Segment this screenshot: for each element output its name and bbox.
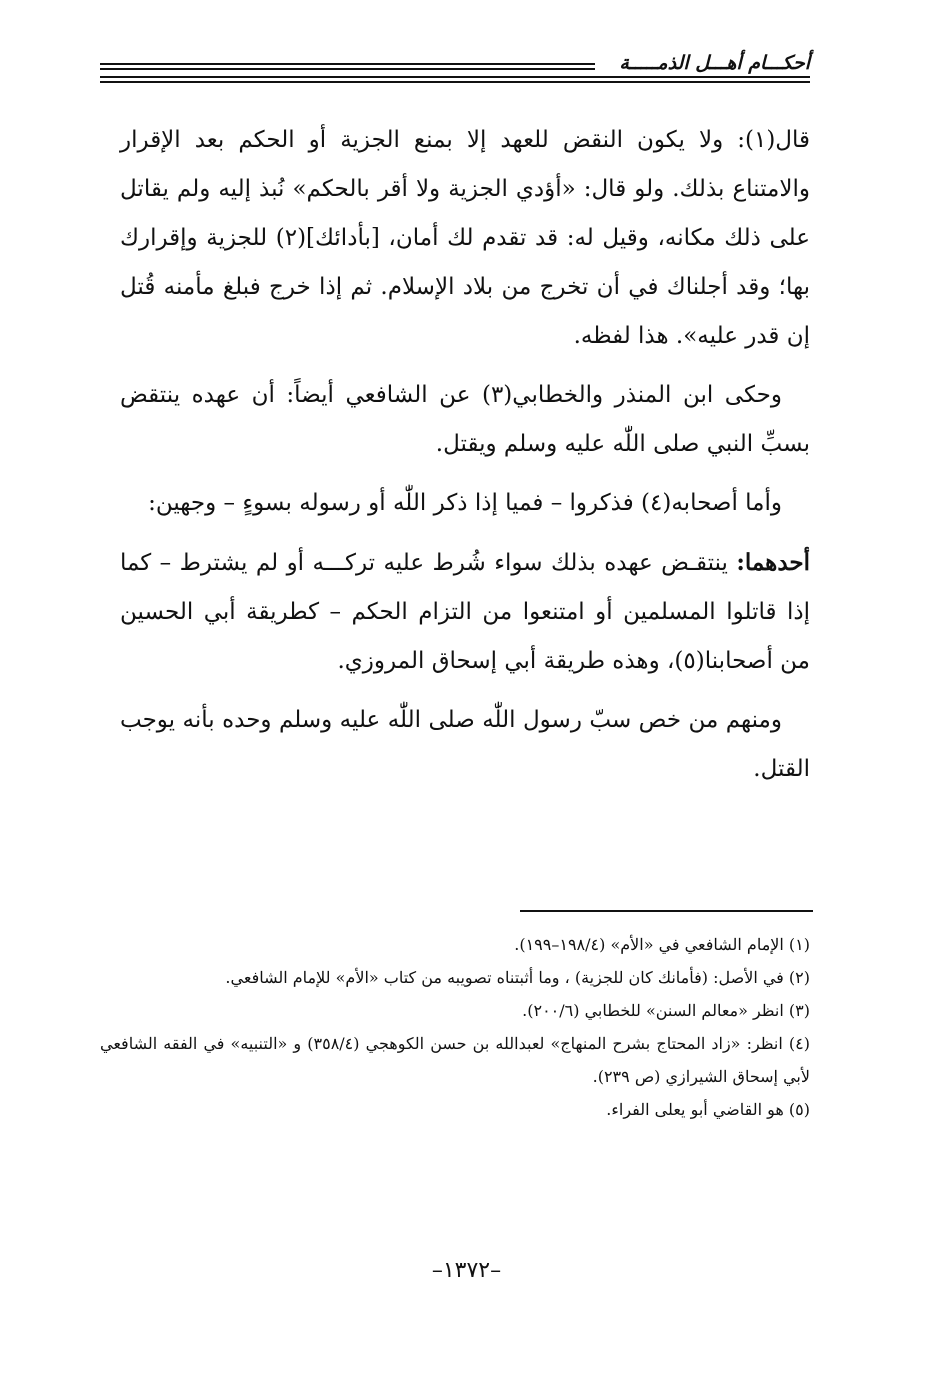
footnote: (٥) هو القاضي أبو يعلى الفراء. <box>606 1100 810 1119</box>
point-text: ينتقـض عهده بذلك سواء شُرط عليه تركـــه أو لم يشترط – كما إذا قاتلوا المسلمين أو امتنعوا من التزام الحكم – كطريقة أبي الحسين من أصحابنا(٥)، وهذه طريقة أبي إسحاق المروزي. <box>120 550 810 674</box>
footnote: (٢) في الأصل: (فأمانك كان للجزية) ، وما أثبتناه تصويبه من كتاب «الأم» للإمام الشافعي. <box>225 968 810 987</box>
header-rule-top <box>100 63 595 70</box>
paragraph: قال(١): ولا يكون النقض للعهد إلا بمنع الجزية أو الحكم بعد الإقرار والامتناع بذلك. ولو قال: «أؤدي الجزية ولا أقر بالحكم» نُبذ إليه ولم يقاتل على ذلك مكانه، وقيل له: قد تقدم لك أمان، [بأدائك](٢) للجزية وإقرارك بها؛ وقد أجلناك في أن تخرج من بلاد الإسلام. ثم إذا خرج فبلغ مأمنه قُتل إن قدر عليه». هذا لفظه. <box>120 127 810 349</box>
paragraph: ومنهم من خص سبّ رسول اللّٰه صلى اللّٰه عليه وسلم وحده بأنه يوجب القتل. <box>120 707 810 782</box>
point-paragraph <box>120 538 810 686</box>
running-title: أحكـــام أهـــل الذمـــــة <box>619 52 810 74</box>
page-header <box>100 52 810 82</box>
footnote-separator <box>520 910 813 912</box>
point-lead: أحدهما: <box>736 549 810 576</box>
main-text <box>120 116 810 804</box>
header-rule-bottom <box>100 76 810 83</box>
page-number: –١٣٧٢– <box>431 1258 502 1283</box>
footnotes <box>100 928 810 1126</box>
paragraph: وحكى ابن المنذر والخطابي(٣) عن الشافعي أيضاً: أن عهده ينتقض بسبِّ النبي صلى اللّٰه عليه وسلم ويقتل. <box>120 382 810 457</box>
footnote: (١) الإمام الشافعي في «الأم» (١٩٨/٤–١٩٩). <box>514 935 810 954</box>
footnote: (٤) انظر: «زاد المحتاج بشرح المنهاج» لعبدالله بن حسن الكوهجي (٣٥٨/٤) و «التنبيه» في الفقه الشافعي لأبي إسحاق الشيرازي (ص ٢٣٩). <box>100 1034 810 1086</box>
paragraph: وأما أصحابه(٤) فذكروا – فميا إذا ذكر اللّٰه أو رسوله بسوءٍ – وجهين: <box>148 490 782 516</box>
footnote: (٣) انظر «معالم السنن» للخطابي (٢٠٠/٦). <box>522 1001 810 1020</box>
